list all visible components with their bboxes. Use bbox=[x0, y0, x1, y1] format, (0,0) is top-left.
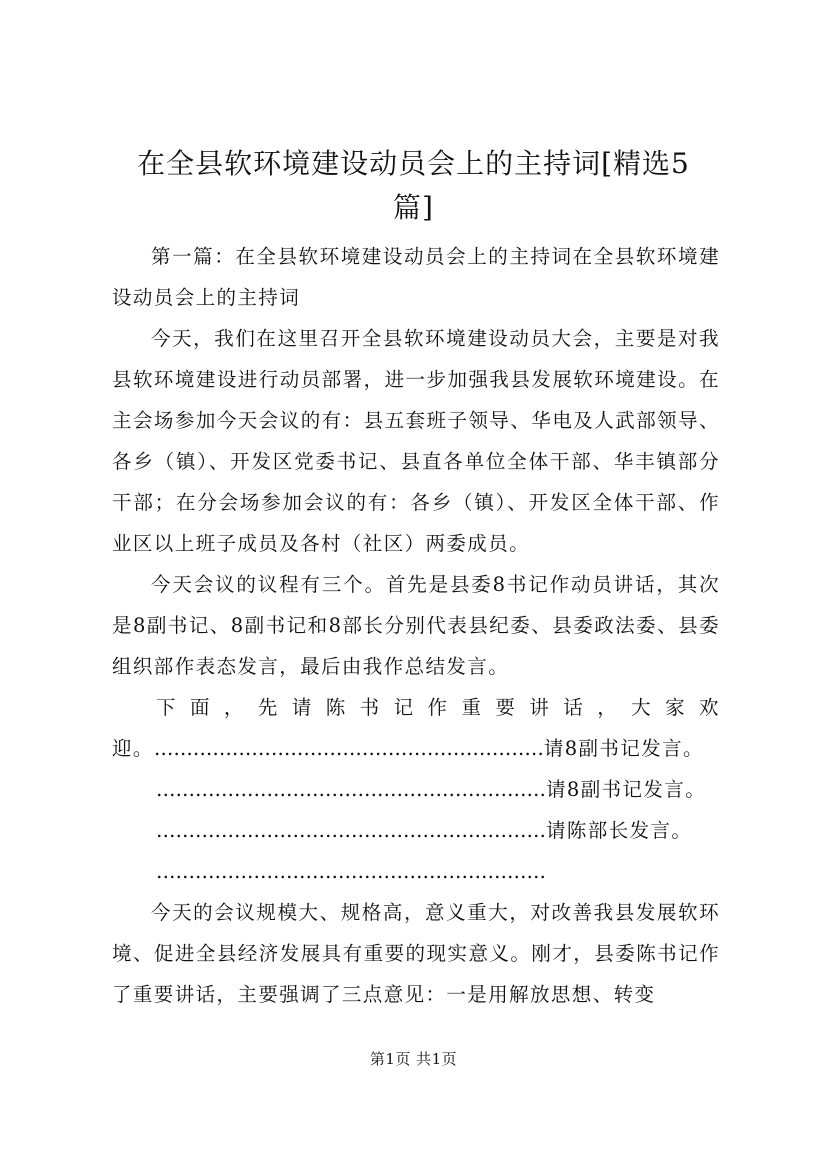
speech-intro-char: 书 bbox=[359, 696, 381, 719]
title-line-1: 在全县软环境建设动员会上的主持词[精选5 bbox=[137, 147, 690, 180]
agenda-paragraph: 今天会议的议程有三个。首先是县委8书记作动员讲话，其次是8副书记、8副书记和8部长分别代表县纪委、县委政法委、县委组织部作表态发言，最后由我作总结发言。 bbox=[112, 573, 720, 678]
speech-intro-char: 欢 bbox=[699, 696, 720, 719]
speech-intro-char: 记 bbox=[393, 696, 415, 719]
speech-intro-char: 先 bbox=[257, 696, 279, 719]
document-title bbox=[100, 142, 727, 230]
page-footer: 第1页 共1页 bbox=[369, 1050, 458, 1068]
speech-line-5 bbox=[112, 851, 720, 892]
document-body bbox=[112, 236, 720, 1015]
dot-leader: …………………………………………………… bbox=[156, 819, 546, 842]
speech-intro-char: ， bbox=[597, 696, 619, 719]
speech-line-3-end: 请8副书记发言。 bbox=[546, 778, 707, 801]
speech-intro-char: 要 bbox=[495, 696, 517, 719]
dot-leader: …………………………………………………… bbox=[156, 778, 546, 801]
summary-paragraph: 今天的会议规模大、规格高，意义重大，对改善我县发展软环境、促进全县经济发展具有重要的现实意义。刚才，县委陈书记作了重要讲话，主要强调了三点意见：一是用解放思想、转变 bbox=[112, 901, 720, 1006]
section-heading-paragraph: 第一篇：在全县软环境建设动员会上的主持词在全县软环境建设动员会上的主持词 bbox=[112, 245, 720, 309]
speech-line-4-end: 请陈部长发言。 bbox=[546, 819, 693, 842]
speech-intro-char: ， bbox=[223, 696, 245, 719]
speech-intro-char: 大 bbox=[631, 696, 653, 719]
speech-line-2-end: 请8副书记发言。 bbox=[543, 737, 704, 760]
speech-order-block bbox=[112, 687, 720, 892]
dot-leader: …………………………………………………… bbox=[153, 737, 544, 760]
speech-line-4 bbox=[112, 810, 720, 851]
speech-intro-char: 陈 bbox=[325, 696, 347, 719]
speech-intro-char: 重 bbox=[461, 696, 483, 719]
speech-intro-char: 下 bbox=[156, 696, 177, 719]
speech-line-3 bbox=[112, 769, 720, 810]
dot-leader: …………………………………………………… bbox=[156, 860, 546, 883]
speech-intro-line bbox=[112, 687, 720, 728]
speech-intro-char: 作 bbox=[427, 696, 449, 719]
speech-intro-char: 家 bbox=[665, 696, 686, 719]
speech-intro-char: 话 bbox=[563, 696, 585, 719]
speech-intro-char: 讲 bbox=[529, 696, 551, 719]
speech-line-2-start: 迎。 bbox=[112, 737, 154, 760]
speech-line-2 bbox=[112, 728, 720, 769]
speech-intro-char: 请 bbox=[291, 696, 313, 719]
speech-intro-char: 面 bbox=[189, 696, 211, 719]
intro-paragraph: 今天，我们在这里召开全县软环境建设动员大会，主要是对我县软环境建设进行动员部署，进一步加强我县发展软环境建设。在主会场参加今天会议的有：县五套班子领导、华电及人武部领导、各乡（镇）、开发区党委书记、县直各单位全体干部、华丰镇部分干部；在分会场参加会议的有：各乡（镇）、开发区全体干部、作业区以上班子成员及各村（社区）两委成员。 bbox=[112, 327, 720, 555]
title-line-2: 篇] bbox=[393, 191, 434, 224]
